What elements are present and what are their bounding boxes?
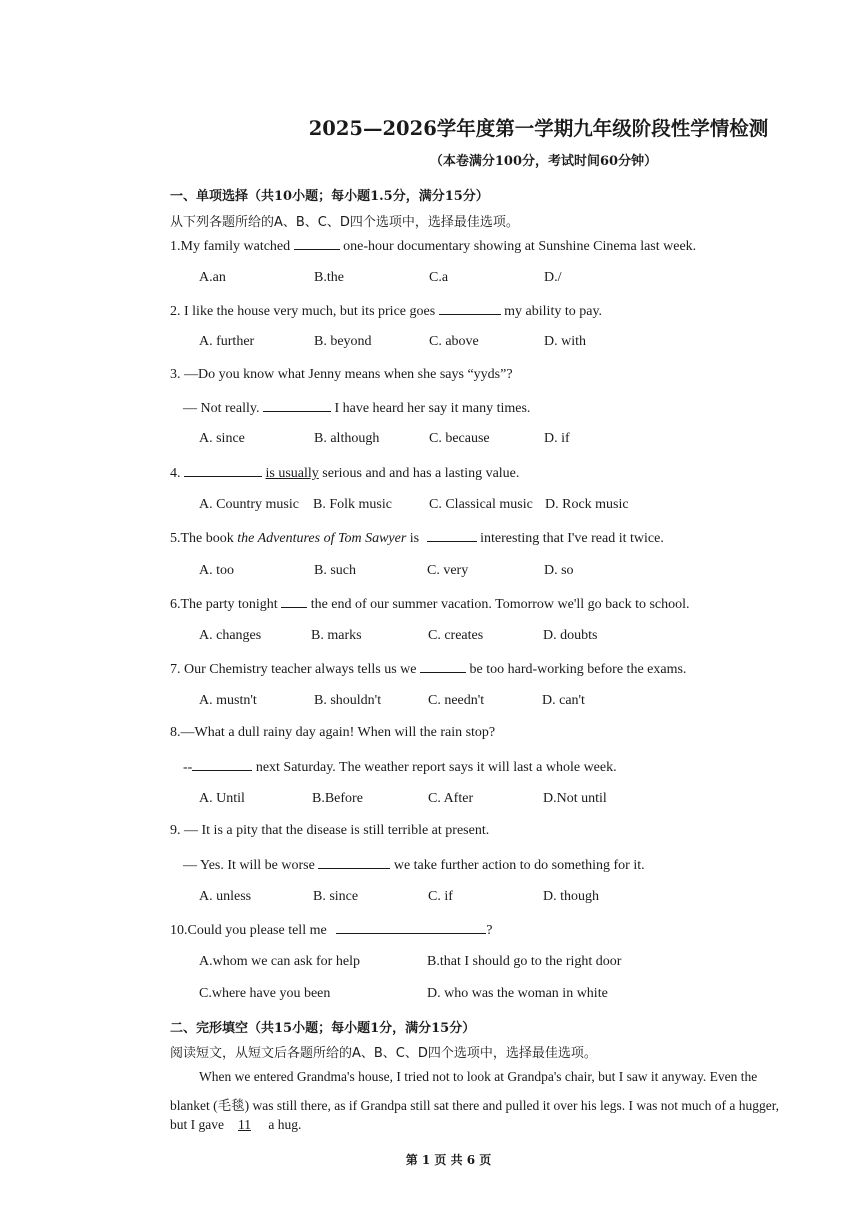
page-number: 第 1 页 共 6 页 [405, 1153, 492, 1167]
passage-line-1: When we entered Grandma's house, I tried not to look at Grandpa's chair, but I saw it anyway. Even the [199, 1069, 758, 1084]
option-a: A. changes [199, 628, 262, 643]
option-b: B. beyond [314, 334, 372, 349]
passage-line-2: blanket (毛毯) was still there, as if Grandpa still sat there and pulled it over his legs. I was not much of a hugger, [170, 1098, 780, 1113]
option-b: B. although [314, 431, 380, 446]
exam-title: 2025—2026学年度第一学期九年级阶段性学情检测 [308, 117, 769, 140]
answer-blank [192, 758, 252, 771]
option-c: C.a [429, 270, 449, 285]
option-b: B. since [313, 889, 359, 904]
option-a: A. too [199, 563, 234, 578]
option-a: A. Until [199, 791, 245, 806]
option-c: C. After [428, 791, 474, 806]
option-b: B.Before [312, 791, 363, 806]
question-1: 1.My family watched one-hour documentary showing at Sunshine Cinema last week. [170, 239, 697, 254]
option-d: D. though [543, 889, 599, 904]
section1-instruction: 从下列各题所给的A、B、C、D四个选项中，选择最佳选项。 [170, 215, 519, 230]
question-9-line1: 9. — It is a pity that the disease is still terrible at present. [170, 823, 490, 838]
question-10: 10.Could you please tell me ? [170, 923, 493, 938]
question-4: 4. is usually serious and and has a lasting value. [170, 466, 520, 481]
section1-heading: 一、单项选择（共10小题；每小题1.5分，满分15分） [170, 189, 489, 204]
question-8-line1: 8.—What a dull rainy day again! When will the rain stop? [170, 725, 496, 740]
option-c: C. above [429, 334, 479, 349]
option-d: D. with [544, 334, 586, 349]
option-d: D. Rock music [545, 497, 629, 512]
answer-blank [439, 302, 501, 315]
option-d: D. doubts [543, 628, 598, 643]
option-b: B.that I should go to the right door [427, 954, 622, 969]
question-5: 5.The book the Adventures of Tom Sawyer is interesting that I've read it twice. [170, 531, 664, 546]
option-d: D. who was the woman in white [427, 986, 608, 1001]
section2-heading: 二、完形填空（共15小题；每小题1分，满分15分） [170, 1021, 476, 1036]
question-3-line1: 3. —Do you know what Jenny means when she says “yyds”? [170, 367, 513, 382]
option-a: A.an [199, 270, 226, 285]
question-6: 6.The party tonight the end of our summer vacation. Tomorrow we'll go back to school. [170, 597, 690, 612]
answer-blank [336, 921, 486, 934]
option-b: B.the [314, 270, 344, 285]
answer-blank [420, 660, 466, 673]
option-a: A.whom we can ask for help [199, 954, 360, 969]
answer-blank [281, 595, 307, 608]
section2-instruction: 阅读短文，从短文后各题所给的A、B、C、D四个选项中，选择最佳选项。 [170, 1046, 597, 1061]
option-b: B. Folk music [313, 497, 392, 512]
option-a: A. mustn't [199, 693, 257, 708]
question-7: 7. Our Chemistry teacher always tells us we be too hard-working before the exams. [170, 662, 687, 677]
question-8: -- next Saturday. The weather report says it will last a whole week. [183, 760, 617, 775]
option-c: C. needn't [428, 693, 485, 708]
option-a: A. Country music [199, 497, 299, 512]
exam-subtitle: （本卷满分100分，考试时间60分钟） [429, 154, 658, 169]
option-d: D./ [544, 270, 562, 285]
option-c: C. creates [428, 628, 484, 643]
answer-blank [263, 399, 331, 412]
option-d: D. so [544, 563, 574, 578]
passage-line-3: but I gave 11 a hug. [170, 1117, 302, 1132]
option-c: C. if [428, 889, 453, 904]
option-c: C.where have you been [199, 986, 331, 1001]
answer-blank [427, 529, 477, 542]
answer-blank [294, 237, 340, 250]
option-c: C. Classical music [429, 497, 533, 512]
blank-number: 11 [237, 1117, 251, 1132]
option-b: B. such [314, 563, 356, 578]
option-a: A. unless [199, 889, 252, 904]
option-a: A. since [199, 431, 245, 446]
option-a: A. further [199, 334, 255, 349]
question-2: 2. I like the house very much, but its price goes my ability to pay. [170, 304, 603, 319]
question-9: — Yes. It will be worse we take further action to do something for it. [183, 858, 645, 873]
option-b: B. shouldn't [314, 693, 382, 708]
answer-blank [184, 464, 262, 477]
option-d: D. if [544, 431, 570, 446]
option-c: C. because [429, 431, 490, 446]
answer-blank [318, 856, 390, 869]
question-3: — Not really. I have heard her say it many times. [183, 401, 531, 416]
option-d: D.Not until [543, 791, 607, 806]
option-d: D. can't [542, 693, 585, 708]
option-b: B. marks [311, 628, 362, 643]
option-c: C. very [427, 563, 469, 578]
